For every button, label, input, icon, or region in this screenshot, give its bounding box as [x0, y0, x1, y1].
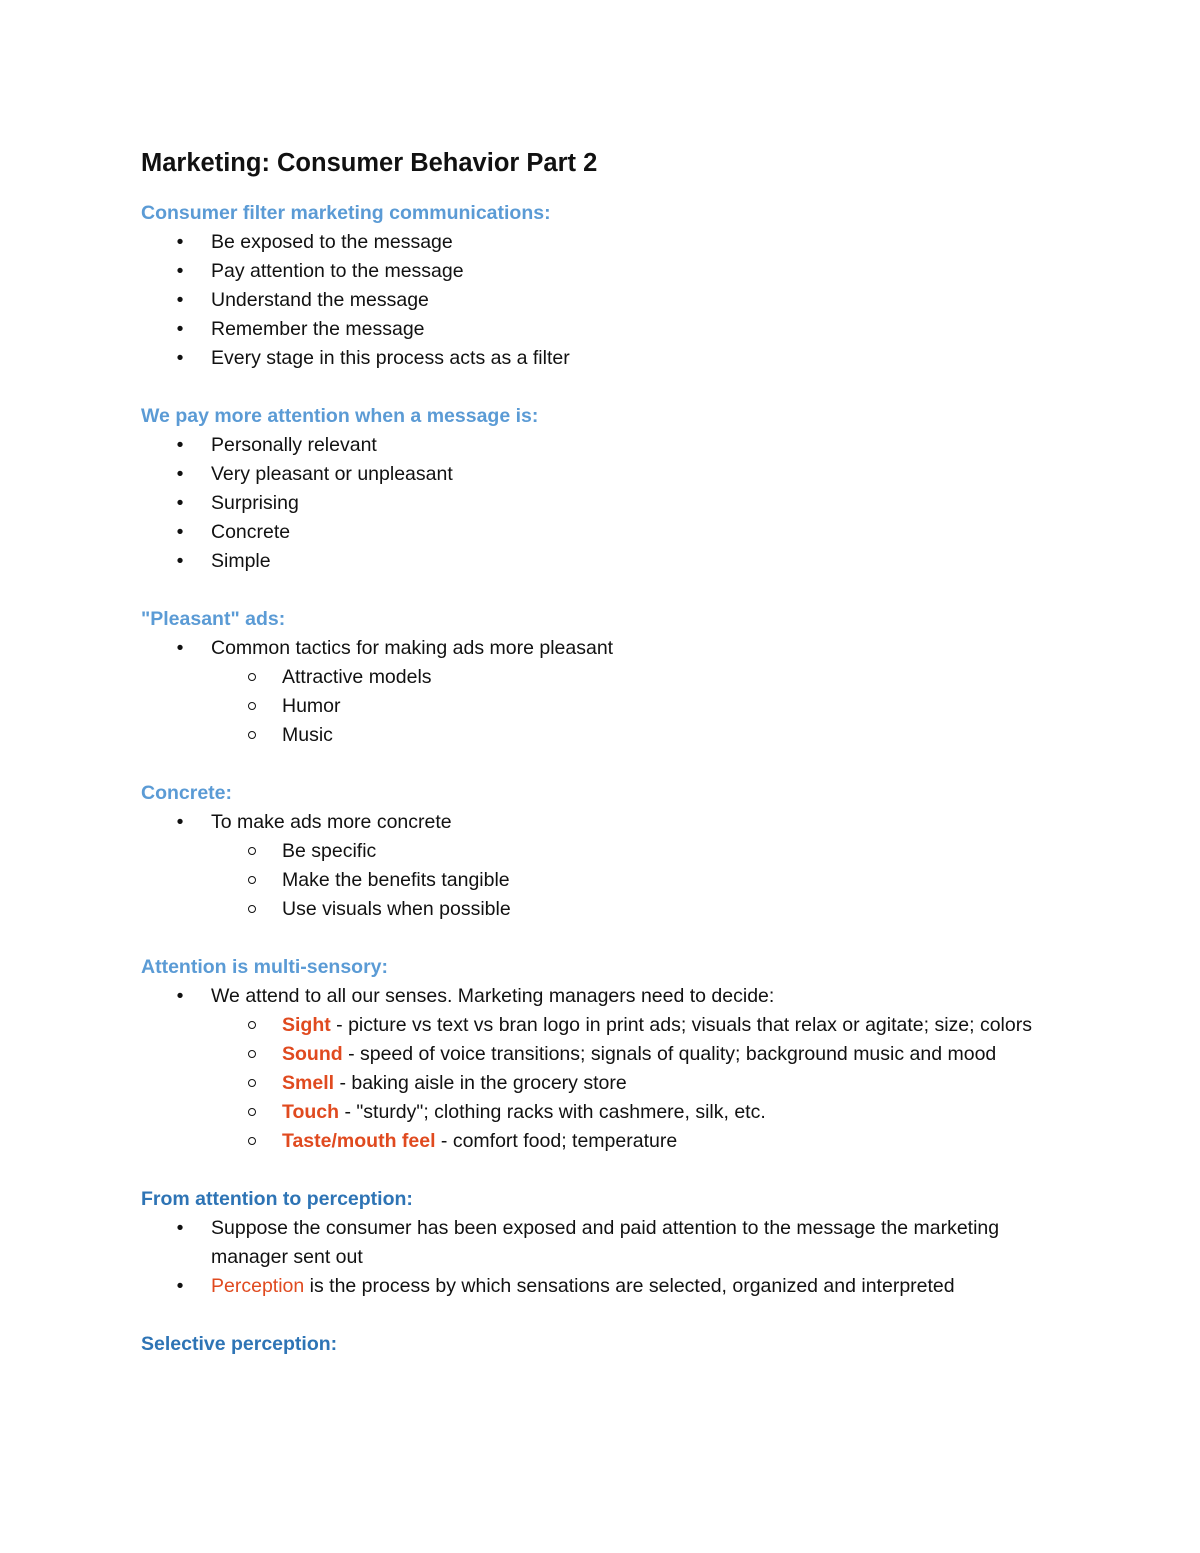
bullet-icon: • — [176, 289, 184, 311]
sub-list-item: Humor — [141, 692, 1061, 721]
bullet-list — [141, 1214, 1061, 1301]
document-page — [141, 143, 1061, 1359]
bullet-list — [141, 634, 1061, 663]
sub-list-item: Touch - "sturdy"; clothing racks with cashmere, silk, etc. — [141, 1098, 1061, 1127]
section-heading: "Pleasant" ads: — [141, 608, 286, 630]
section-pleasant-ads — [141, 605, 1061, 750]
list-item: • Simple — [141, 547, 1061, 576]
sub-bullet-list — [141, 837, 1061, 924]
sub-list-item: Use visuals when possible — [141, 895, 1061, 924]
bullet-list — [141, 431, 1061, 576]
hollow-bullet-icon — [248, 905, 256, 913]
hollow-bullet-icon — [248, 731, 256, 739]
list-item: • Personally relevant — [141, 431, 1061, 460]
bullet-icon: • — [176, 318, 184, 340]
bullet-list — [141, 808, 1061, 837]
list-item: • To make ads more concrete — [141, 808, 1061, 837]
section-heading: From attention to perception: — [141, 1188, 413, 1210]
sense-term: Touch — [282, 1101, 340, 1123]
sub-list-item: Make the benefits tangible — [141, 866, 1061, 895]
list-item: • Common tactics for making ads more pleasant — [141, 634, 1061, 663]
hollow-bullet-icon — [248, 702, 256, 710]
hollow-bullet-icon — [248, 1021, 256, 1029]
bullet-icon: • — [176, 521, 184, 543]
list-item: • Pay attention to the message — [141, 257, 1061, 286]
sub-list-item: Smell - baking aisle in the grocery store — [141, 1069, 1061, 1098]
bullet-icon: • — [176, 1275, 184, 1297]
sub-list-item: Sight - picture vs text vs bran logo in print ads; visuals that relax or agitate; size; colors — [141, 1011, 1061, 1040]
section-heading: Consumer filter marketing communications: — [141, 202, 551, 224]
bullet-icon: • — [176, 550, 184, 572]
sub-bullet-list — [141, 1011, 1061, 1156]
bullet-icon: • — [176, 231, 184, 253]
bullet-icon: • — [176, 463, 184, 485]
hollow-bullet-icon — [248, 673, 256, 681]
hollow-bullet-icon — [248, 847, 256, 855]
bullet-icon: • — [176, 811, 184, 833]
perception-term: Perception — [211, 1275, 305, 1297]
sense-term: Sound — [282, 1043, 343, 1065]
section-heading: Concrete: — [141, 782, 233, 804]
bullet-icon: • — [176, 434, 184, 456]
sense-term: Sight — [282, 1014, 331, 1036]
hollow-bullet-icon — [248, 1137, 256, 1145]
hollow-bullet-icon — [248, 1050, 256, 1058]
sub-list-item: Attractive models — [141, 663, 1061, 692]
list-item: • We attend to all our senses. Marketing managers need to decide: — [141, 982, 1061, 1011]
bullet-icon: • — [176, 637, 184, 659]
list-item: • Concrete — [141, 518, 1061, 547]
sub-list-item: Taste/mouth feel - comfort food; temperature — [141, 1127, 1061, 1156]
section-selective-perception — [141, 1330, 1061, 1359]
section-filter — [141, 199, 1061, 373]
section-heading: Selective perception: — [141, 1333, 338, 1355]
bullet-list — [141, 982, 1061, 1011]
hollow-bullet-icon — [248, 1079, 256, 1087]
document-title: Marketing: Consumer Behavior Part 2 — [141, 149, 598, 177]
bullet-icon: • — [176, 347, 184, 369]
sub-bullet-list — [141, 663, 1061, 750]
list-item: • Very pleasant or unpleasant — [141, 460, 1061, 489]
list-item: • Perception is the process by which sensations are selected, organized and interpreted — [141, 1272, 1061, 1301]
list-item: • Understand the message — [141, 286, 1061, 315]
section-perception — [141, 1185, 1061, 1301]
bullet-list — [141, 228, 1061, 373]
bullet-icon: • — [176, 985, 184, 1007]
sub-list-item: Be specific — [141, 837, 1061, 866]
list-item: • Every stage in this process acts as a filter — [141, 344, 1061, 373]
section-concrete — [141, 779, 1061, 924]
list-item: • Be exposed to the message — [141, 228, 1061, 257]
sense-term: Smell — [282, 1072, 335, 1094]
list-item: • Surprising — [141, 489, 1061, 518]
bullet-icon: • — [176, 260, 184, 282]
hollow-bullet-icon — [248, 876, 256, 884]
sense-term: Taste/mouth feel — [282, 1130, 436, 1152]
list-item: • Remember the message — [141, 315, 1061, 344]
bullet-icon: • — [176, 492, 184, 514]
sub-list-item: Sound - speed of voice transitions; signals of quality; background music and mood — [141, 1040, 1061, 1069]
section-heading: Attention is multi-sensory: — [141, 956, 389, 978]
section-attention — [141, 402, 1061, 576]
section-heading: We pay more attention when a message is: — [141, 405, 539, 427]
sub-list-item: Music — [141, 721, 1061, 750]
hollow-bullet-icon — [248, 1108, 256, 1116]
section-multi-sensory — [141, 953, 1061, 1156]
bullet-icon: • — [176, 1217, 184, 1239]
list-item: • Suppose the consumer has been exposed and paid attention to the message the marketing manager sent out — [141, 1214, 1061, 1272]
